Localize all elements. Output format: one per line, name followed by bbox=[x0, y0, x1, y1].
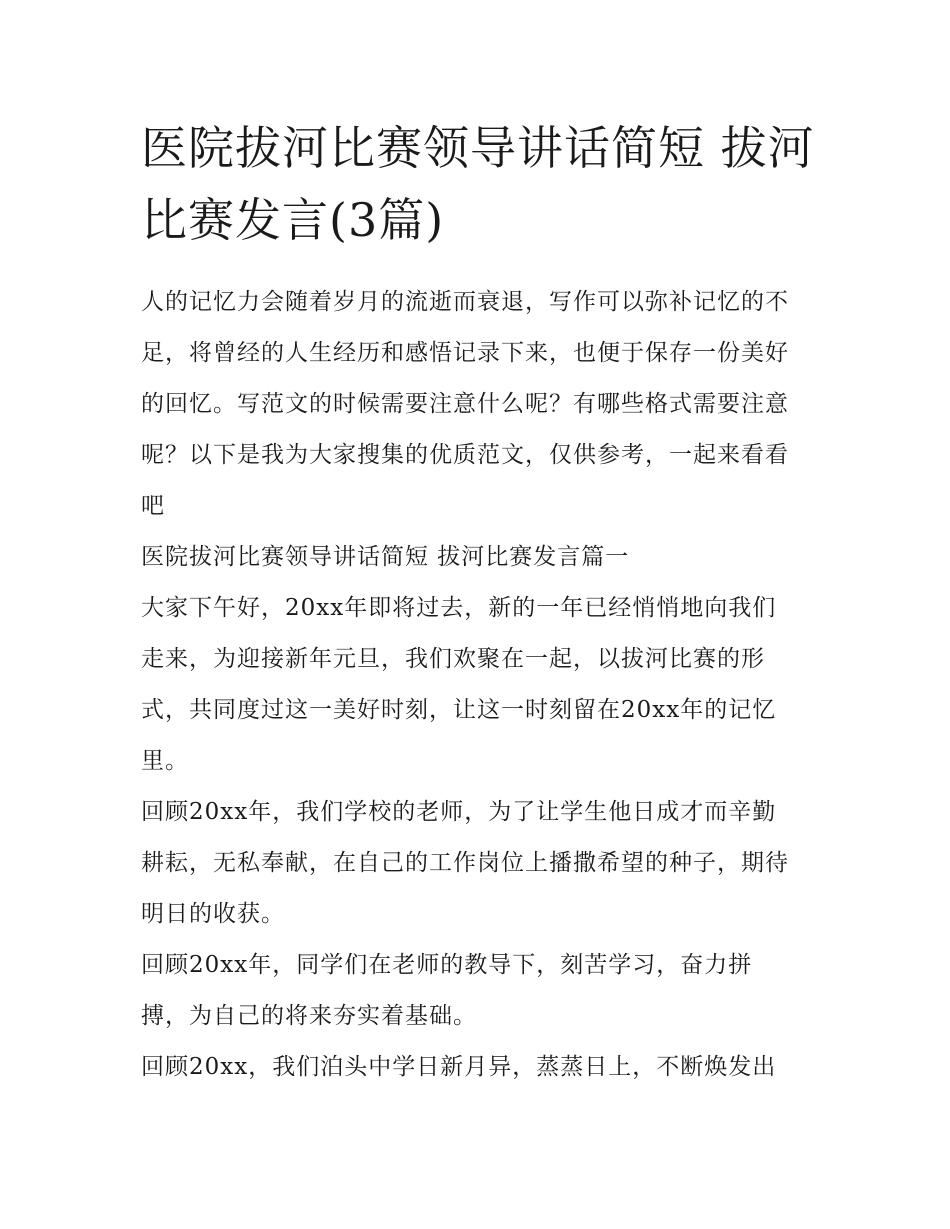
paragraph-line: 呢？以下是我为大家搜集的优质范文，仅供参考，一起来看看 bbox=[141, 442, 789, 468]
paragraph-line: 回顾20xx，我们泊头中学日新月异，蒸蒸日上，不断焕发出 bbox=[141, 1054, 777, 1080]
document-title: 医院拔河比赛领导讲话简短 拔河比赛发言(3篇) bbox=[141, 121, 815, 247]
paragraph-line: 人的记忆力会随着岁月的流逝而衰退，写作可以弥补记忆的不 bbox=[141, 289, 789, 315]
paragraph-line: 吧 bbox=[141, 493, 165, 519]
paragraph-line: 走来，为迎接新年元旦，我们欢聚在一起，以拔河比赛的形 bbox=[141, 646, 765, 672]
paragraph-line: 里。 bbox=[141, 748, 189, 774]
paragraph-line: 耕耘，无私奉献，在自己的工作岗位上播撒希望的种子，期待 bbox=[141, 850, 789, 876]
section-heading: 医院拔河比赛领导讲话简短 拔河比赛发言篇一 bbox=[141, 544, 630, 570]
paragraph-line: 回顾20xx年，同学们在老师的教导下，刻苦学习，奋力拼 bbox=[141, 952, 753, 978]
paragraph-line: 式，共同度过这一美好时刻，让这一时刻留在20xx年的记忆 bbox=[141, 697, 777, 723]
paragraph-line: 回顾20xx年，我们学校的老师，为了让学生他日成才而辛勤 bbox=[141, 799, 777, 825]
paragraph-line: 大家下午好，20xx年即将过去，新的一年已经悄悄地向我们 bbox=[141, 595, 777, 621]
paragraph-line: 足，将曾经的人生经历和感悟记录下来，也便于保存一份美好 bbox=[141, 340, 789, 366]
paragraph-line: 搏，为自己的将来夯实着基础。 bbox=[141, 1003, 477, 1029]
paragraph-line: 的回忆。写范文的时候需要注意什么呢？有哪些格式需要注意 bbox=[141, 391, 789, 417]
paragraph-line: 明日的收获。 bbox=[141, 901, 285, 927]
